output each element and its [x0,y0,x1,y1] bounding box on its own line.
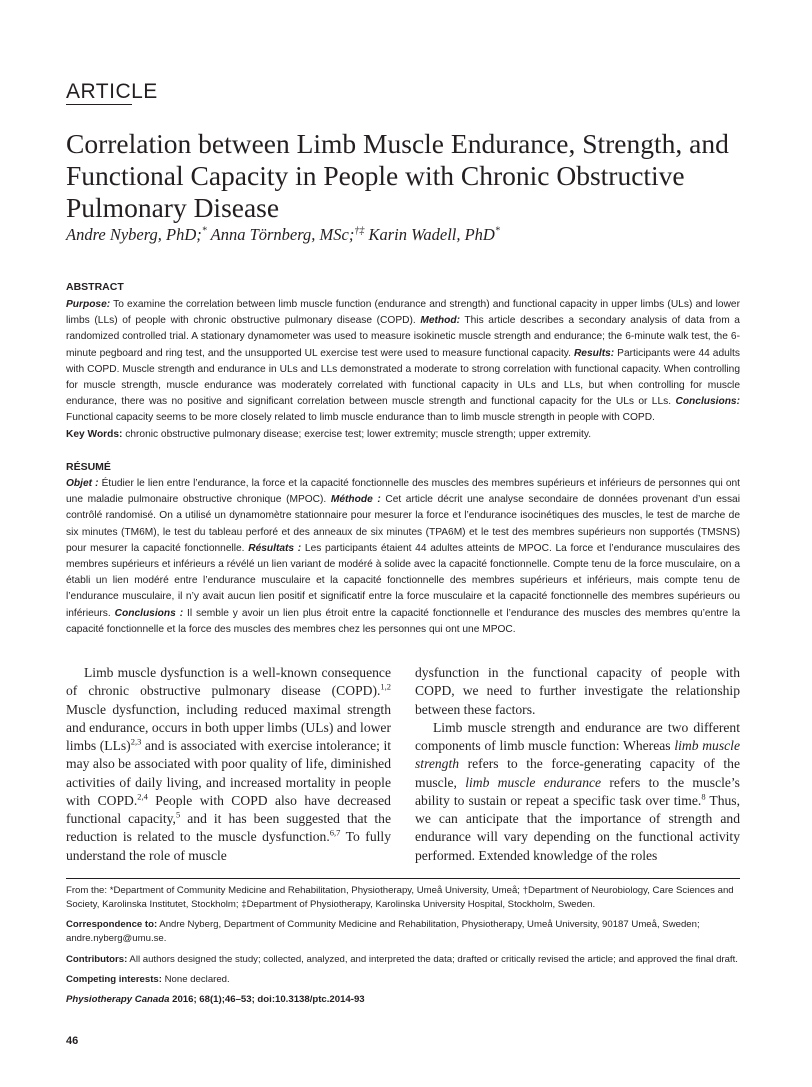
abstract-purpose-label: Purpose: [66,299,111,310]
resume-methode-label: Méthode : [330,494,381,506]
term-emphasis: limb muscle endurance [465,774,602,790]
abstract-method-label: Method: [420,315,460,327]
footnote-affiliations [66,884,740,911]
citation-ref: 8 [701,791,706,802]
body-text: Limb muscle strength and endurance are two different components of limb muscle function: Whereas [415,719,740,753]
footnote-text: None declared. [161,974,230,985]
footnote-text: All authors designed the study; collected, analyzed, and interpreted the data; drafted or critically revised the article; and approved the final draft. [127,954,738,965]
journal-name: Physiotherapy Canada [66,994,170,1005]
body-text: and it has been suggested that the reduction is related to the muscle dysfunction. [66,811,392,845]
resume-resultats-label: Résultats : [248,542,302,554]
abstract-method: This article describes a secondary analysis of data from a randomized controlled trial. A stationary dynamometer was used to measure isokinetic muscle strength and endurance; the 6-minute walk test, the 6-minute pegboard and ring test, and the unsupported UL exercise test were used to measure functional capacity. [66,315,740,359]
abstract-conclusions-label: Conclusions: [675,396,740,408]
journal-citation [66,993,740,1007]
article-title: Correlation between Limb Muscle Endurance, Strength, and Functional Capacity in People with Chronic Obstructive Pulmonary Disease [66,128,729,223]
citation-ref: 1,2 [380,681,391,692]
label-underline [66,104,132,105]
author-name: Karin Wadell, PhD [368,225,495,244]
author-list [66,225,500,245]
abstract-conclusions: Functional capacity seems to be more closely related to limb muscle endurance than to limb muscle strength in people with COPD. [66,412,655,424]
citation-ref: 2,4 [137,791,148,802]
footnote-correspondence [66,918,740,945]
footnote-text: Andre Nyberg, Department of Community Medicine and Rehabilitation, Physiotherapy, Umeå University, 90187 Umeå, Sweden; andre.nyberg@umu.se. [66,919,700,944]
abstract-heading: ABSTRACT [66,281,124,293]
citation-details: 2016; 68(1);46–53; doi:10.3138/ptc.2014-93 [169,994,365,1005]
keywords-label: Key Words: [66,429,123,440]
abstract-results-label: Results: [573,347,615,359]
footnote-rule [66,878,740,879]
citation-ref: 2,3 [130,736,142,747]
resume-methode: Cet article décrit une analyse secondaire de données provenant d’un essai contrôlé randomisé. On a utilisé un dynamomètre stationnaire pour mesurer la force et l’endurance isocinétiques des muscles, le test de marche de six minutes (TM6M), le test du tableau perforé et des anneaux de six minutes (TPA6M) et le test des membres supérieurs non supportés (TMSNS) pour mesurer la capacité fonctionnelle. [66,494,740,554]
footnote-contributors [66,953,740,967]
footnote-label: Competing interests: [66,974,162,985]
keywords [66,427,740,443]
author-affiliation-mark: * [494,225,500,237]
body-text: and is associated with exercise intolerance; it may also be associated with poor quality of life, diminished activities of daily living, and increased mortality in people with COPD. [66,738,391,808]
footnote-label: Correspondence to: [66,919,158,930]
keywords-text: chronic obstructive pulmonary disease; exercise test; lower extremity; muscle strength; upper extremity. [125,429,592,440]
body-paragraph [66,664,391,865]
body-text: People with COPD also have decreased functional capacity, [66,792,391,826]
resume-objet: Étudier le lien entre l’endurance, la force et la capacité fonctionnelle des muscles des membres supérieurs et inférieurs de personnes qui ont une maladie pulmonaire obstructive chronique (MPOC). [66,478,740,506]
body-column-right [415,664,740,865]
author-affiliation-mark: * [201,225,207,237]
author-name: Andre Nyberg, PhD; [66,225,202,244]
resume-heading: RÉSUMÉ [66,461,111,473]
resume-body [66,476,740,638]
body-text: refers to the muscle’s ability to sustain or repeat a specific task over time. [415,774,740,808]
abstract-body [66,297,740,427]
resume-conclusions: Il semble y avoir un lien plus étroit entre la capacité fonctionnelle et l’endurance des muscles des membres qu’entre la capacité fonctionnelle et la force des muscles des membres chez les personnes qui ont une MPOC. [66,607,740,635]
abstract-results: Participants were 44 adults with COPD. Muscle strength and endurance in ULs and LLs demonstrated a moderate to strong correlation with functional capacity. When controlling for muscle strength, muscle endurance was moderately correlated with functional capacity in ULs and LLs, but when controlling for muscle endurance, there was no positive and significant correlation between muscle strength and functional capacity for the ULs or LLs. [66,347,740,408]
resume-resultats: Les participants étaient 44 adultes atteints de MPOC. La force et l’endurance musculaires des membres supérieurs et inférieurs a révélé un lien variant de modéré à solide avec la capacité fonctionnelle. Compte tenu de la force musculaire, on a établi un lien modéré entre l’endurance musculaire et la capacité fonctionnelle des membres supérieurs et inférieurs, mais compte tenu de l’endurance musculaire, il n’y avait aucun lien positif et significatif entre la force musculaire et la capacité fonctionnelle des membres supérieurs ou inférieurs. [66,542,740,619]
body-paragraph: dysfunction in the functional capacity of people with COPD, we need to further investigate the relationship between these factors. [415,665,740,717]
term-emphasis: limb muscle strength [415,738,740,772]
author-name: Anna Törnberg, MSc; [210,225,355,244]
abstract-purpose: To examine the correlation between limb muscle function (endurance and strength) and functional capacity in upper limbs (ULs) and lower limbs (LLs) of people with chronic obstructive pulmonary disease (COPD). [66,299,740,327]
citation-ref: 5 [175,809,181,820]
article-type-label: ARTICLE [66,80,158,103]
body-text: Thus, we can anticipate that the importance of strength and endurance will vary depending on the functional activity performed. Extended knowledge of the roles [415,792,740,863]
body-text: To fully understand the role of muscle [66,829,391,863]
resume-conclusions-label: Conclusions : [114,607,184,619]
page-number: 46 [66,1035,79,1047]
resume-objet-label: Objet : [66,478,99,489]
footnote-text: *Department of Community Medicine and Rehabilitation, Physiotherapy, Umeå University, Umeå; †Department of Neurobiology, Care Sciences and Society, Karolinska Institutet, Stockholm; ‡Department of Physiotherapy, Karolinska University Hospital, Stockholm, Sweden. [66,885,734,910]
body-column-left [66,664,391,865]
body-text: Muscle dysfunction, including reduced maximal strength and endurance, occurs in both upper limbs (ULs) and lower limbs (LLs) [66,701,391,753]
footnote-label: Contributors: [66,954,128,965]
body-text: Limb muscle dysfunction is a well-known consequence of chronic obstructive pulmonary disease (COPD). [66,665,391,699]
footnote-competing [66,973,740,987]
footnote-label: From the: [66,885,108,896]
citation-ref: 6,7 [329,827,341,838]
author-affiliation-mark: †‡ [354,225,365,237]
body-paragraph [415,719,740,865]
body-text: refers to the force-generating capacity of the muscle, [415,756,740,790]
